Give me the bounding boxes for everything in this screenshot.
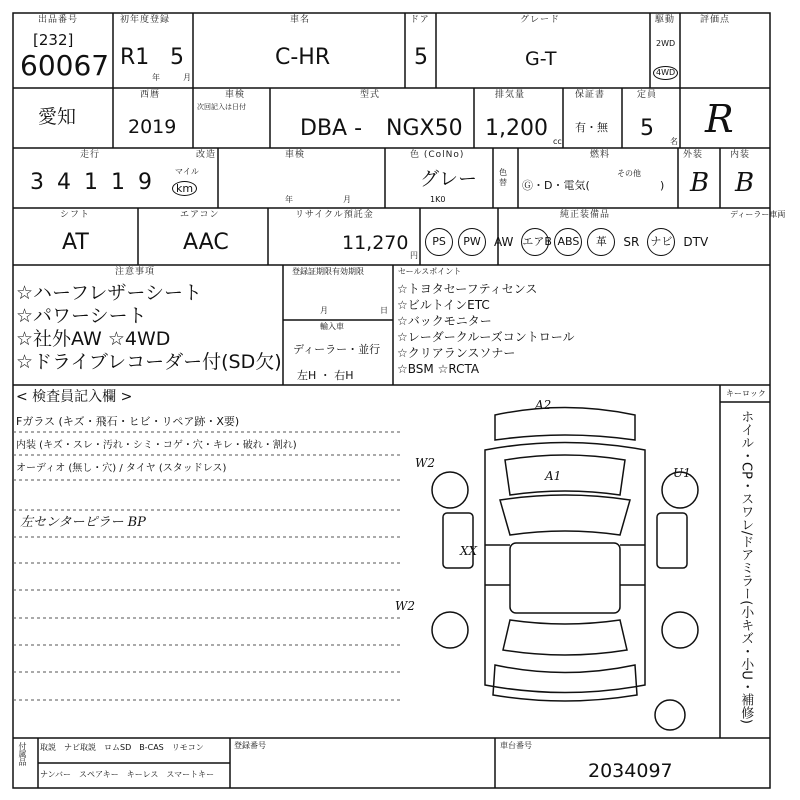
equipment-item: 革 xyxy=(587,228,615,256)
damage-mark: W2 xyxy=(395,599,415,613)
mileage-digit: 1 xyxy=(111,170,125,195)
export-header: ディーラー車両 xyxy=(730,210,786,219)
model-code: NGX50 xyxy=(386,116,463,141)
car-name-header: 車名 xyxy=(290,15,311,25)
mileage-digit: 1 xyxy=(84,170,98,195)
damage-mark: A1 xyxy=(545,469,562,483)
equipment-item: DTV xyxy=(683,235,709,249)
car-name: C-HR xyxy=(275,45,331,70)
lot-header: 出品番号 xyxy=(38,15,79,25)
selling-item: ☆BSM ☆RCTA xyxy=(397,362,480,376)
damage-mark: A2 xyxy=(535,398,552,412)
chassis-header: 車台番号 xyxy=(500,741,532,750)
accessory-item: リモコン xyxy=(171,743,204,752)
lot-number: 60067 xyxy=(20,49,110,82)
damage-mark: XX xyxy=(460,544,478,558)
grade: G-T xyxy=(525,48,557,70)
accessories-row2 xyxy=(40,771,214,779)
inspector-audio: オーディオ (無し・穴) / タイヤ (スタッドレス) xyxy=(16,463,227,474)
warranty-month: 月 xyxy=(320,306,328,315)
damage-mark: U1 xyxy=(673,466,691,480)
inspection-header: 車検 xyxy=(225,90,246,100)
equipment-header: 純正装備品 xyxy=(560,210,611,220)
lot-prefix: [232] xyxy=(33,31,74,49)
inspector-interior: 内装 (キズ・スレ・汚れ・シミ・コゲ・穴・キレ・破れ・割れ) xyxy=(16,440,297,451)
drive-2wd: 2WD xyxy=(656,39,676,48)
score: R xyxy=(705,97,734,141)
score-header: 評価点 xyxy=(700,15,731,25)
inspection-month-unit: 月 xyxy=(343,195,351,204)
notes-list xyxy=(16,284,282,372)
grade-header: グレード xyxy=(520,15,561,25)
shift: AT xyxy=(62,230,89,255)
ac-header: エアコン xyxy=(180,210,220,220)
displacement: 1,200 xyxy=(485,116,548,141)
fuel: Ⓖ・D・電気( xyxy=(522,179,590,192)
insurance-header: 保証書 xyxy=(575,90,606,100)
replaced-header: 改造 xyxy=(196,150,217,160)
reg-header: 登録番号 xyxy=(234,741,266,750)
exterior: B xyxy=(690,168,710,198)
year: 2019 xyxy=(128,116,177,138)
selling-item: ☆バックモニター xyxy=(397,314,492,328)
doors: 5 xyxy=(414,45,428,70)
region: 愛知 xyxy=(38,106,77,128)
equipment-item: PW xyxy=(458,228,486,256)
shift-header: シフト xyxy=(60,210,91,220)
first-reg-header: 初年度登録 xyxy=(120,15,171,25)
color-header: 色 (ColNo) xyxy=(410,150,465,160)
inspector-handwritten: 左センターピラー BP xyxy=(20,515,146,530)
year-unit: 年 xyxy=(152,73,160,82)
note-item: ☆パワーシート xyxy=(16,305,147,327)
selling-item: ☆レーダークルーズコントロール xyxy=(397,330,575,344)
selling-item: ☆トヨタセーフティセンス xyxy=(397,282,538,296)
model-prefix: DBA - xyxy=(300,116,363,141)
yen-unit: 円 xyxy=(410,251,418,260)
equipment-item: ABS xyxy=(554,228,582,256)
warranty-header: 登録証期限有効期限 xyxy=(292,267,364,276)
recycle: 11,270 xyxy=(342,232,409,254)
selling-item: ☆ビルトインETC xyxy=(397,298,490,312)
equipment-item: PS xyxy=(425,228,453,256)
drive-header: 駆動 xyxy=(655,15,676,25)
model-header: 型式 xyxy=(360,90,381,100)
handle-side: 左H ・ 右H xyxy=(297,369,354,382)
western-header: 西暦 xyxy=(140,90,161,100)
mileage-digit: 9 xyxy=(138,170,152,195)
equipment-item: ナビ xyxy=(647,228,675,256)
drive-4wd: 4WD xyxy=(653,66,678,80)
key-header: キーロック xyxy=(726,389,766,398)
equipment-item: SR xyxy=(623,235,640,249)
recycle-header: リサイクル預託金 xyxy=(295,210,374,220)
fuel-other: その他 xyxy=(617,169,641,178)
mileage-digit: 4 xyxy=(57,170,71,195)
selling-list xyxy=(397,283,575,375)
accessory-item: ロムSD xyxy=(104,743,132,752)
inspection-year-unit: 年 xyxy=(285,195,293,204)
equipment-item: エアB xyxy=(521,228,549,256)
notes-header: 注意事項 xyxy=(115,267,156,277)
inspection-header-2: 車検 xyxy=(285,150,306,160)
mileage-header: 走行 xyxy=(80,150,101,160)
ac: AAC xyxy=(183,230,229,255)
accessory-item: キーレス xyxy=(126,770,159,779)
interior-header: 内装 xyxy=(730,150,751,160)
accessory-item: スペアキー xyxy=(79,770,119,779)
damage-mark: W2 xyxy=(415,456,435,470)
exterior-header: 外装 xyxy=(683,150,704,160)
insurance: 有・無 xyxy=(575,121,608,134)
inspector-header: < 検査員記入欄 > xyxy=(16,389,133,405)
side-vertical-text: ホイル・CP・スワレ/ドアミラー(小キズ・小U・補修) xyxy=(738,410,754,724)
cc-unit: cc xyxy=(553,137,562,146)
chassis-number: 2034097 xyxy=(588,760,673,782)
accessories-header: 付属品 xyxy=(18,742,27,766)
color-no: 1K0 xyxy=(430,195,446,204)
note-item: ☆社外AW ☆4WD xyxy=(16,328,171,350)
inspection-note: 次回記入は日付 xyxy=(197,103,246,111)
accessory-item: B-CAS xyxy=(139,743,164,752)
mileage-digit: 3 xyxy=(30,170,44,195)
era: R1 xyxy=(120,45,150,70)
note-item: ☆ドライブレコーダー付(SD欠) xyxy=(16,351,282,373)
selling-item: ☆クリアランスソナー xyxy=(397,346,516,360)
equipment-list xyxy=(425,228,711,256)
import-dealer: ディーラー・並行 xyxy=(293,343,381,356)
note-item: ☆ハーフレザーシート xyxy=(16,282,202,304)
capacity: 5 xyxy=(640,116,654,141)
car-diagram xyxy=(395,395,715,735)
accessory-item: 取説 xyxy=(40,743,56,752)
selling-header: セールスポイント xyxy=(398,267,462,276)
accessory-item: スマートキー xyxy=(166,770,215,779)
accessories-row1 xyxy=(40,744,204,752)
color: グレー xyxy=(420,168,478,190)
month-unit: 月 xyxy=(183,73,191,82)
mileage-unit-km: km xyxy=(172,181,197,196)
inspector-glass: Fガラス (キズ・飛石・ヒビ・リペア跡・X要) xyxy=(16,415,240,428)
fuel-header: 燃料 xyxy=(590,150,611,160)
accessory-item: ナンバー xyxy=(40,770,72,779)
capacity-unit: 名 xyxy=(670,137,678,146)
mileage-unit-mile: マイル xyxy=(175,167,199,176)
equipment-item: AW xyxy=(494,235,514,249)
displacement-header: 排気量 xyxy=(495,90,526,100)
mileage-digits xyxy=(30,172,152,194)
warranty-day: 日 xyxy=(380,306,388,315)
accessory-item: ナビ取説 xyxy=(64,743,96,752)
import-header: 輸入車 xyxy=(320,322,344,331)
doors-header: ドア xyxy=(410,15,430,25)
capacity-header: 定員 xyxy=(637,90,658,100)
reg-month: 5 xyxy=(170,45,184,70)
color-change-label: 色替 xyxy=(499,168,507,187)
interior: B xyxy=(735,168,755,198)
fuel-close: ) xyxy=(660,179,665,192)
